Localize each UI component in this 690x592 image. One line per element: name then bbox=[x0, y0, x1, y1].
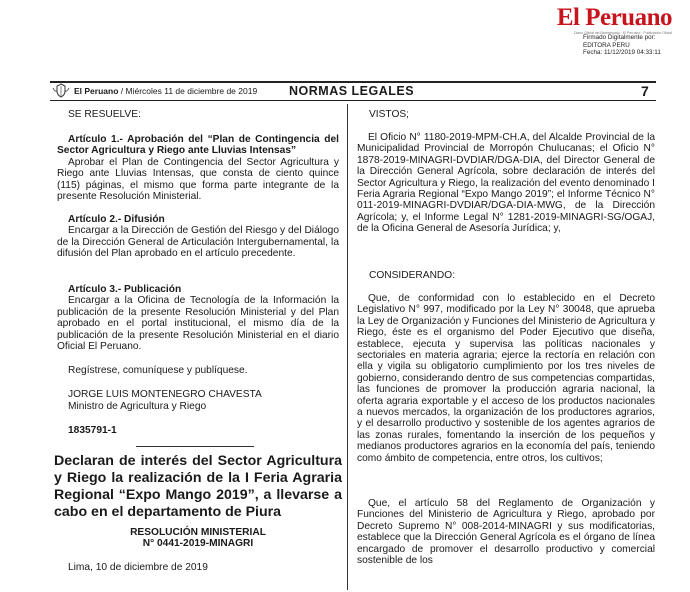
resolution-number: N° 0441-2019-MINAGRI bbox=[142, 538, 254, 550]
el-peruano-logo: El Peruano bbox=[556, 4, 672, 31]
signer-name: JORGE LUIS MONTENEGRO CHAVESTA bbox=[68, 389, 262, 400]
article-1-body: Aprobar el Plan de Contingencia del Sector Agricultura y Riego ante Lluvias Intensas, que consta de ciento quince (115) páginas, el mismo que forma parte integrante de la presente Resolución Ministerial. bbox=[57, 156, 339, 203]
signature-line-3: Fecha: 11/12/2019 04:33:11 bbox=[583, 49, 661, 56]
header-rule-bottom bbox=[50, 100, 656, 101]
article-2 bbox=[57, 214, 339, 260]
resolution-heading bbox=[54, 527, 342, 550]
resolution-label: RESOLUCIÓN MINISTERIAL bbox=[130, 527, 266, 538]
closing-formula: Regístrese, comuníquese y publíquese. bbox=[68, 365, 248, 376]
se-resuelve-label: SE RESUELVE: bbox=[68, 109, 141, 120]
article-3-body: Encargar a la Oficina de Tecnología de la Información la publicación de la presente Resolución Ministerial y del Plan aprobado en el portal institucional, el mismo día de la publicación de la presente Resolución Ministerial en el diario Oficial El Peruano. bbox=[57, 295, 339, 353]
header-publication-name: El Peruano bbox=[74, 86, 119, 96]
article-1 bbox=[57, 134, 339, 202]
considerando-label: CONSIDERANDO: bbox=[369, 270, 456, 281]
considerando-paragraph-2: Que, el artículo 58 del Reglamento de Organización y Funciones del Ministerio de Agricultura y Riego, aprobado por Decreto Supremo N° 008-2014-MINAGRI y sus modificatorias, establece que la Dirección General Agrícola es el órgano de línea encargado de promover el desarrollo productivo y comercial sostenible de los bbox=[357, 498, 655, 567]
document-id: 1835791-1 bbox=[68, 425, 117, 436]
article-3 bbox=[57, 284, 339, 352]
considerando-paragraph-1: Que, de conformidad con lo establecido en el Decreto Legislativo N° 997, modificado por la Ley N° 30048, que aprueba la Ley de Organización y Funciones del Ministerio de Agricultura y Riego, éste es el organismo del Poder Ejecutivo que diseña, establece, ejecuta y supervisa las políticas nacionales y sectoriales en materia agraria; ejerce la rectoría en relación con ella y vigila su obligatorio cumplimiento por los tres niveles de gobierno, considerando dentro de sus competencias compartidas, las funciones de promover la producción agraria nacional, la oferta agraria exportable y el acceso de los productos nacionales a nuevos mercados, la organización de los productores agrarios, y el desarrollo productivo y sostenible de los agentes agrarios de las zonas rurales, fomentando la inserción de los pequeños y medianos productores agrarios en la economía del país, teniendo como ámbito de competencia, entre otros, los cultivos; bbox=[357, 293, 655, 464]
place-date: Lima, 10 de diciembre de 2019 bbox=[68, 562, 208, 573]
header-page-number: 7 bbox=[641, 83, 649, 99]
article-separator bbox=[136, 446, 254, 447]
article-headline: Declaran de interés del Sector Agricultura y Riego la realización de la I Feria Agraria Regional “Expo Mango 2019”, a llevarse a cabo en el departamento de Piura bbox=[54, 453, 342, 520]
signature-line-1: Firmado Digitalmente por: bbox=[583, 34, 656, 41]
header-section-title: NORMAS LEGALES bbox=[289, 84, 415, 98]
signer-title: Ministro de Agricultura y Riego bbox=[68, 401, 207, 412]
article-2-title: Artículo 2.- Difusión bbox=[68, 214, 165, 225]
article-1-title: Artículo 1.- Aprobación del “Plan de Contingencia del Sector Agricultura y Riego ante Lluvias Intensas” bbox=[57, 134, 339, 157]
article-2-body: Encargar a la Dirección de Gestión del Riesgo y del Diálogo de la Dirección General de Articulación Intergubernamental, la difusión del Plan aprobado en el artículo precedente. bbox=[57, 225, 339, 260]
header-publication bbox=[74, 86, 257, 96]
column-divider bbox=[347, 104, 348, 590]
digital-signature-stamp bbox=[583, 34, 661, 57]
header-rule-top bbox=[50, 81, 656, 83]
vistos-body: El Oficio N° 1180-2019-MPM-CH.A, del Alcalde Provincial de la Municipalidad Provincial de Morropón Chulucanas; el Oficio N° 1878-2019-MINAGRI-DVDIAR/DGA-DIA, del Director General de la Dirección General Agrícola, sobre declaración de interés del Sector Agricultura y Riego, la realización del evento denominado I Feria Agraria Regional “Expo Mango 2019”; el Informe Técnico N° 011-2019-MINAGRI-DVDIAR/DGA-DIA-MWG, de la Dirección Agrícola; y, el Informe Legal N° 1281-2019-MINAGRI-SG/OGAJ, de la Oficina General de Asesoría Jurídica; y, bbox=[357, 132, 655, 235]
article-3-title: Artículo 3.- Publicación bbox=[68, 284, 182, 295]
header-date: / Miércoles 11 de diciembre de 2019 bbox=[120, 86, 258, 96]
signature-line-2: EDITORA PERU bbox=[583, 41, 630, 49]
coat-of-arms-icon bbox=[50, 83, 72, 99]
vistos-label: VISTOS; bbox=[369, 109, 410, 120]
logo-tagline: Diario Oficial del Bicentenario · El Peruano · Publicación Oficial bbox=[573, 31, 672, 35]
